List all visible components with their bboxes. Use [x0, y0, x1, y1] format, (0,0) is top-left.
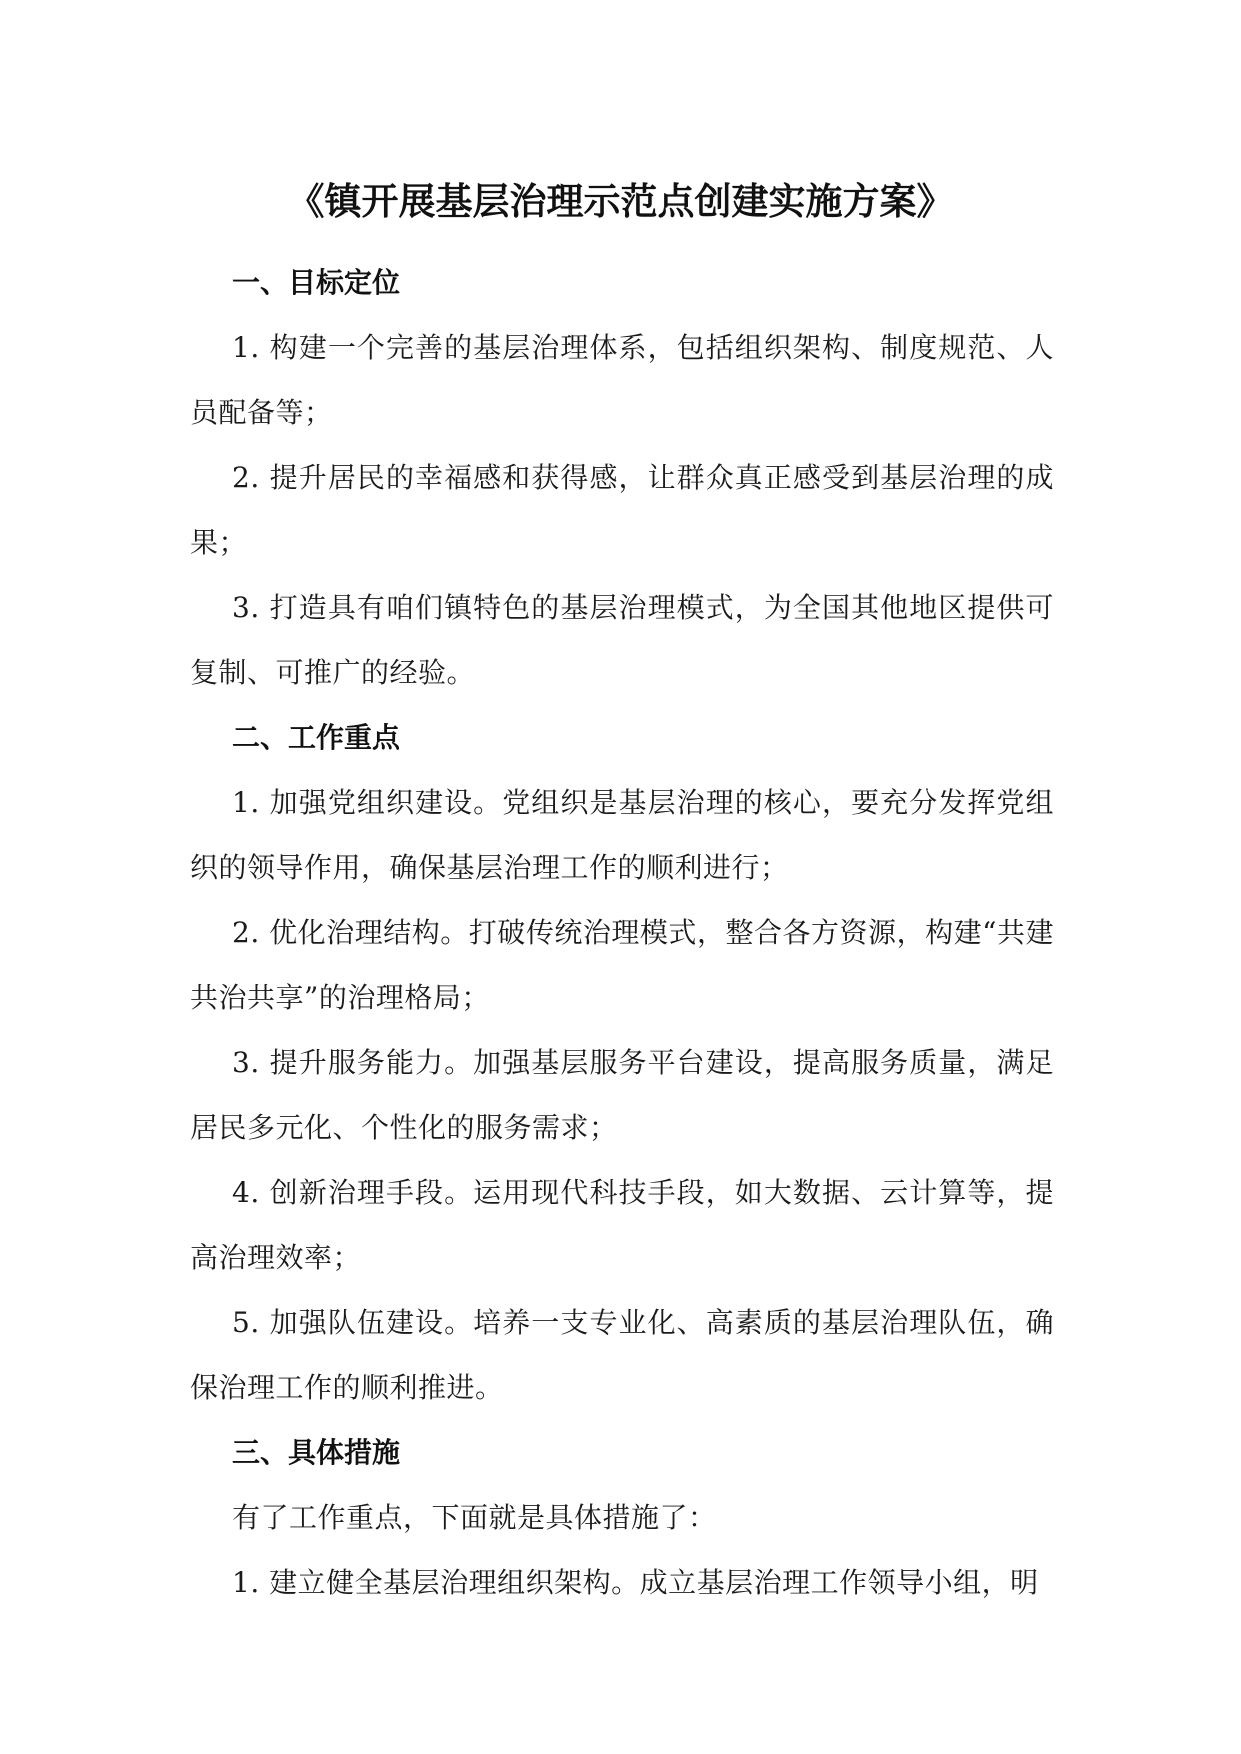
section-heading-goals: 一、目标定位: [232, 266, 401, 299]
paragraph: 2. 提升居民的幸福感和获得感，让群众真正感受到基层治理的成果；: [190, 461, 1054, 559]
paragraph: 2. 优化治理结构。打破传统治理模式，整合各方资源，构建“共建共治共享”的治理格局；: [190, 916, 1054, 1014]
paragraph: 1. 构建一个完善的基层治理体系，包括组织架构、制度规范、人员配备等；: [190, 331, 1054, 429]
paragraph: 有了工作重点，下面就是具体措施了：: [232, 1501, 717, 1534]
section-heading-measures: 三、具体措施: [232, 1436, 401, 1469]
paragraph: 3. 提升服务能力。加强基层服务平台建设，提高服务质量，满足居民多元化、个性化的服务需求；: [190, 1046, 1054, 1144]
document-body: [190, 250, 1054, 1615]
paragraph: 4. 创新治理手段。运用现代科技手段，如大数据、云计算等，提高治理效率；: [190, 1176, 1054, 1274]
paragraph: 5. 加强队伍建设。培养一支专业化、高素质的基层治理队伍，确保治理工作的顺利推进。: [190, 1306, 1054, 1404]
document-title: 《镇开展基层治理示范点创建实施方案》: [287, 180, 954, 223]
section-heading-focus: 二、工作重点: [232, 721, 401, 754]
paragraph: 1. 建立健全基层治理组织架构。成立基层治理工作领导小组，明: [232, 1566, 1039, 1599]
paragraph: 3. 打造具有咱们镇特色的基层治理模式，为全国其他地区提供可复制、可推广的经验。: [190, 591, 1054, 689]
paragraph: 1. 加强党组织建设。党组织是基层治理的核心，要充分发挥党组织的领导作用，确保基层治理工作的顺利进行；: [190, 786, 1054, 884]
